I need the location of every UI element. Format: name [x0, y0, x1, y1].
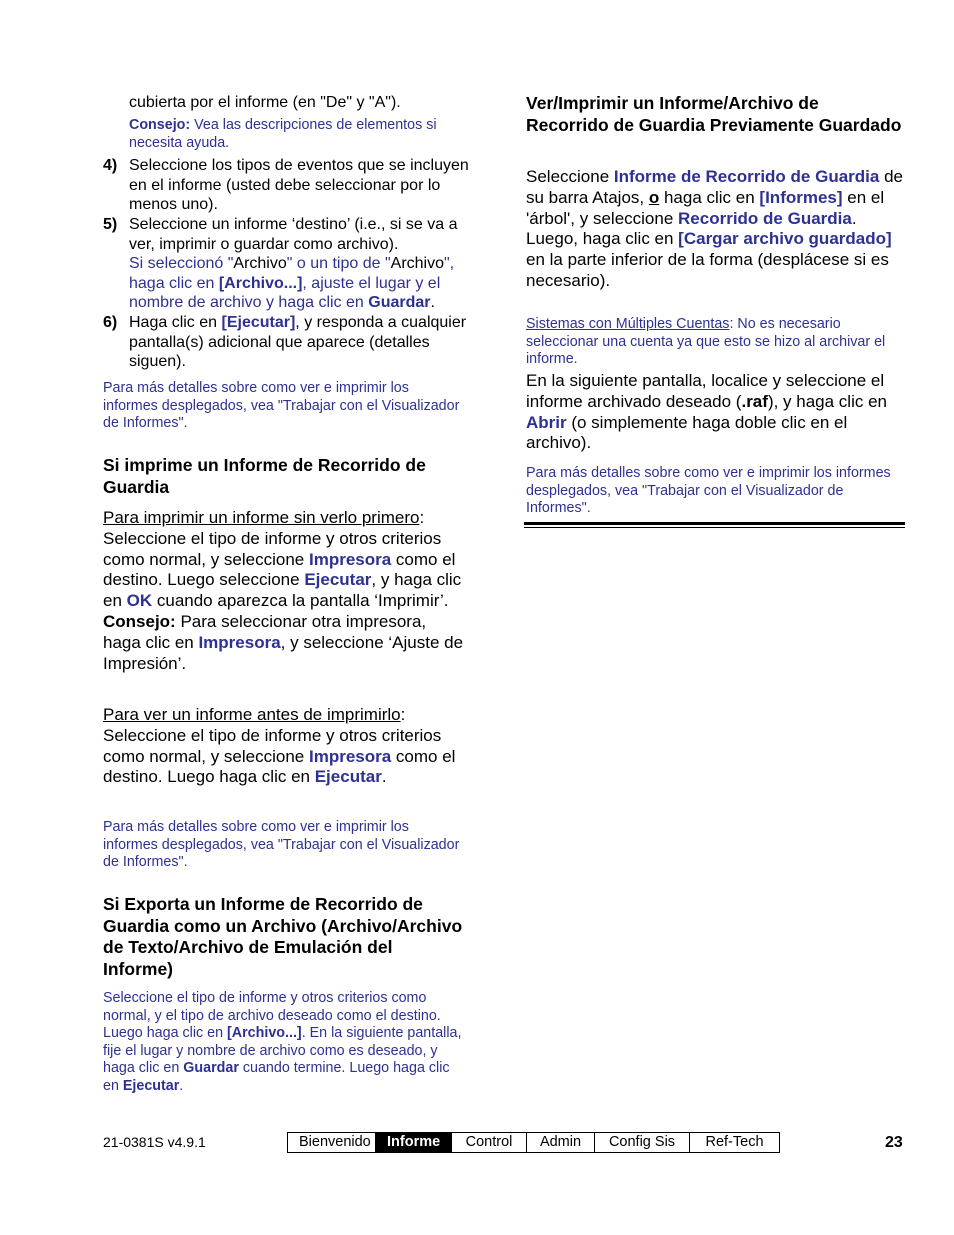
tip-text: Vea las descripciones de elementos si necesita ayuda.	[129, 117, 437, 151]
step-6-text: Haga clic en [Ejecutar], y responda a cualquier pantalla(s) adicional que aparece (detalles siguen).	[129, 314, 467, 371]
footer-nav-tabs	[287, 1132, 780, 1153]
ejecutar-link: [Ejecutar]	[221, 314, 296, 331]
step-5-note: Si seleccionó "Archivo" o un tipo de "Archivo", haga clic en [Archivo...], ajuste el lugar y el nombre de archivo y haga clic en Guardar.	[129, 255, 455, 312]
step-5-content	[129, 215, 474, 313]
archivo-link: [Archivo...]	[218, 274, 303, 292]
multi-account-note: Sistemas con Múltiples Cuentas: No es necesario seleccionar una cuenta ya que esto se hizo al archivar el informe.	[526, 316, 886, 367]
tab-ref-tech[interactable]: Ref-Tech	[705, 1134, 764, 1150]
tab-admin[interactable]: Admin	[527, 1133, 595, 1152]
tab-bienvenido[interactable]: Bienvenido	[288, 1133, 376, 1152]
heading-view-saved: Ver/Imprimir un Informe/Archivo de Recorrido de Guardia Previamente Guardado	[526, 93, 902, 135]
document-id: 21-0381S v4.9.1	[103, 1134, 206, 1150]
step-6-number: 6)	[103, 314, 118, 331]
page-number: 23	[885, 1134, 903, 1151]
heading-print: Si imprime un Informe de Recorrido de Guardia	[103, 455, 426, 497]
section-end-rule-thick	[524, 522, 905, 525]
step-5-text: Seleccione un informe ‘destino’ (i.e., si se va a ver, imprimir o guardar como archivo).	[129, 216, 458, 253]
heading-export: Si Exporta un Informe de Recorrido de Guardia como un Archivo (Archivo/Archivo de Texto/Archivo de Emulación del Informe)	[103, 894, 463, 979]
more-details-note-3: Para más detalles sobre como ver e imprimir los informes desplegados, vea "Trabajar con el Visualizador de Informes".	[526, 465, 891, 516]
export-paragraph: Seleccione el tipo de informe y otros criterios como normal, y el tipo de archivo deseado como el destino. Luego haga clic en [Archivo...]. En la siguiente pantalla, fije el lugar y nombre de archivo como es deseado, y haga clic en Guardar cuando termine. Luego haga clic en Ejecutar.	[103, 990, 462, 1094]
more-details-note-1: Para más detalles sobre como ver e imprimir los informes desplegados, vea "Trabajar con el Visualizador de Informes".	[103, 380, 460, 431]
view-paragraph: Para ver un informe antes de imprimirlo: Seleccione el tipo de informe y otros criterios como normal, y seleccione Impresora como el destino. Luego haga clic en Ejecutar.	[103, 705, 456, 787]
more-details-note-2: Para más detalles sobre como ver e imprimir los informes desplegados, vea "Trabajar con el Visualizador de Informes".	[103, 819, 460, 870]
print-paragraph: Para imprimir un informe sin verlo primero: Seleccione el tipo de informe y otros criterios como normal, y seleccione Impresora como el destino. Luego seleccione Ejecutar, y haga clic en OK cuando aparezca la pantalla ‘Imprimir’. Consejo: Para seleccionar otra impresora, haga clic en Impresora, y seleccione ‘Ajuste de Impresión’.	[103, 508, 464, 673]
continued-text: cubierta por el informe (en "De" y "A").	[129, 94, 401, 111]
tab-control[interactable]: Control	[452, 1133, 527, 1152]
step-4-text: Seleccione los tipos de eventos que se incluyen en el informe (usted debe seleccionar por lo menos uno).	[129, 157, 469, 214]
locate-paragraph: En la siguiente pantalla, localice y seleccione el informe archivado deseado (.raf), y haga clic en Abrir (o simplemente haga doble clic en el archivo).	[526, 371, 887, 453]
tab-config-sis[interactable]: Config Sis	[595, 1133, 690, 1152]
guardar-link: Guardar	[368, 294, 431, 312]
step-4-number: 4)	[103, 157, 118, 174]
tab-informe[interactable]: Informe	[376, 1133, 452, 1152]
view-saved-paragraph: Seleccione Informe de Recorrido de Guardia de su barra Atajos, o haga clic en [Informes] en el 'árbol', y seleccione Recorrido de Guardia. Luego, haga clic en [Cargar archivo guardado] en la parte inferior de la forma (desplácese si es necesario).	[526, 167, 903, 290]
step-5-number: 5)	[103, 216, 118, 233]
tip-note	[129, 117, 474, 152]
section-end-rule-thin	[524, 527, 905, 528]
tip-label: Consejo:	[129, 117, 191, 133]
